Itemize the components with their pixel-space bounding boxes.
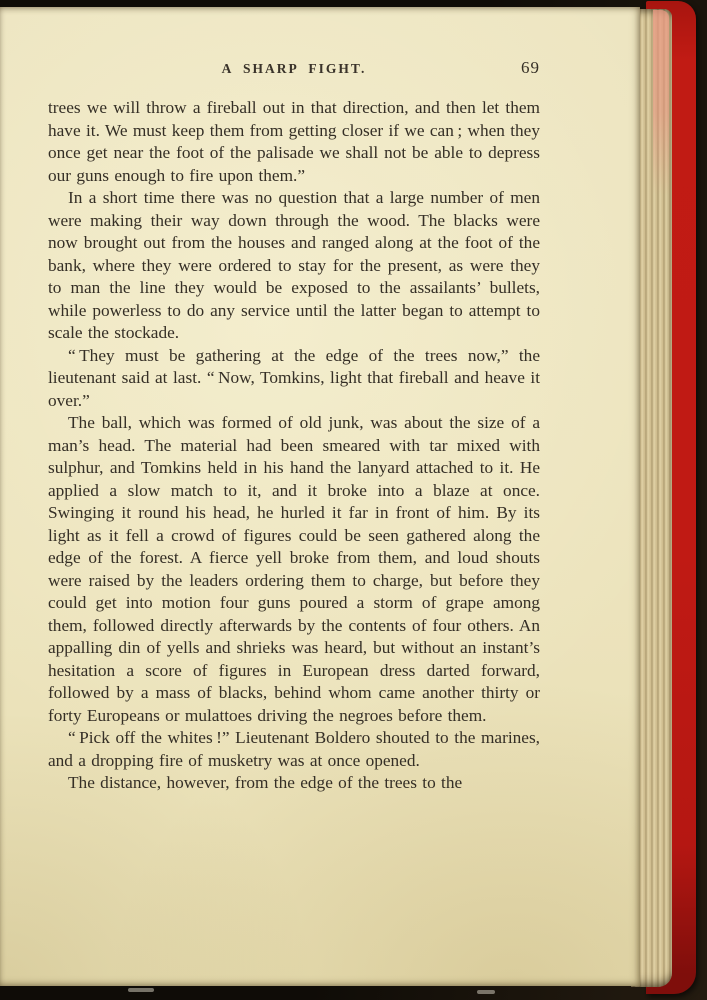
paragraph: “ They must be gathering at the edge of the trees now,” the lieutenant said at last. “ Now, Tomkins, light that fireball and heave it over.” (48, 345, 540, 410)
text-block (48, 60, 540, 795)
paragraph: “ Pick off the whites !” Lieutenant Boldero shouted to the marines, and a dropping fire of musketry was at once opened. (48, 728, 540, 770)
reflection-glint (477, 990, 495, 994)
running-header: A SHARP FIGHT. (221, 61, 367, 76)
paragraph: trees we will throw a fireball out in that direction, and then let them have it. We must keep them from getting closer if we can ; when they once get near the foot of the palisade we shall not be able to depress our guns enough to fire upon them.” (48, 98, 540, 185)
reflection-glint (128, 988, 154, 992)
book-page (0, 7, 640, 986)
body-text (48, 97, 540, 795)
page-edge-stain (653, 10, 669, 195)
paragraph: In a short time there was no question that a large number of men were making their way down through the wood. The blacks were now brought out from the houses and ranged along at the foot of the bank, where they were ordered to stay for the present, as were they to man the line they would be exposed to the assailants’ bullets, while powerless to do any service until the latter began to attempt to scale the stockade. (48, 188, 540, 342)
page-header (48, 60, 540, 77)
paragraph: The ball, which was formed of old junk, was about the size of a man’s head. The material had been smeared with tar mixed with sulphur, and Tomkins held in his hand the lanyard attached to it. He applied a slow match to it, and it broke into a blaze at once. Swinging it round his head, he hurled it far in front of him. By its light as it fell a crowd of figures could be seen gathered along the edge of the forest. A fierce yell broke from them, and loud shouts were raised by the leaders ordering them to charge, but before they could get into motion four guns poured a storm of grape among them, followed directly afterwards by the contents of four others. An appalling din of yells and shrieks was heard, but without an instant’s hesitation a score of figures in European dress darted forward, followed by a mass of blacks, behind whom came another thirty or forty Europeans or mulattoes driving the negroes before them. (48, 413, 540, 725)
paragraph: The distance, however, from the edge of the trees to the (68, 773, 463, 792)
page-number: 69 (521, 58, 540, 77)
